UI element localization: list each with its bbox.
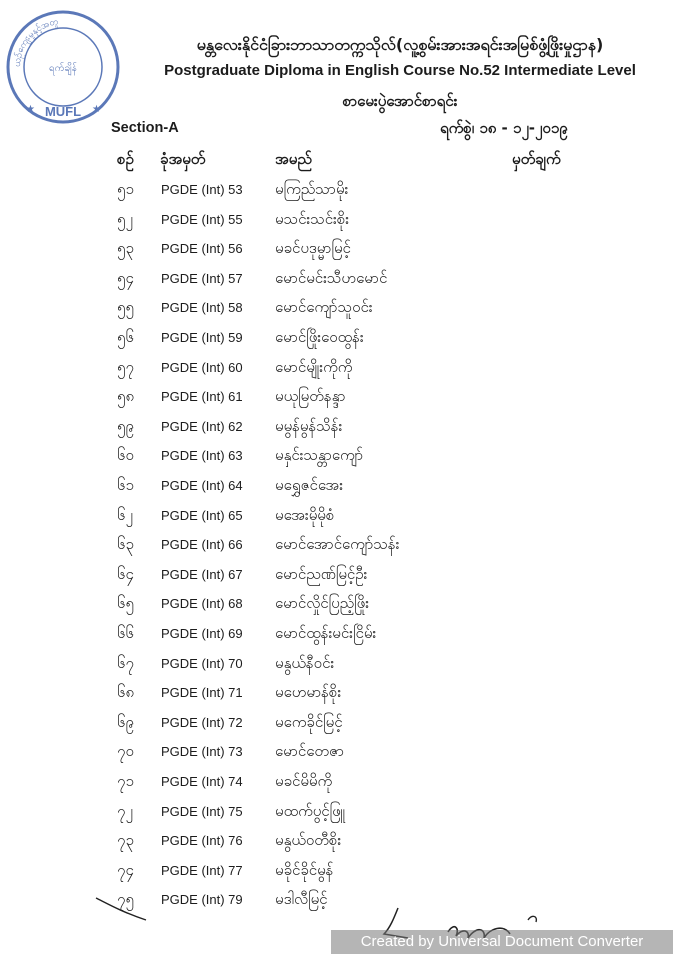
roll-number: PGDE (Int) 58 xyxy=(161,300,243,316)
column-header-name: အမည် xyxy=(275,150,312,168)
row-number: ၇၃ xyxy=(117,831,134,850)
row-number: ၅၉ xyxy=(117,416,134,435)
roll-number: PGDE (Int) 61 xyxy=(161,389,243,405)
table-row xyxy=(0,535,679,564)
roll-number: PGDE (Int) 55 xyxy=(161,211,243,227)
roll-number: PGDE (Int) 70 xyxy=(161,655,243,671)
section-label: Section-A xyxy=(111,120,179,136)
table-row xyxy=(0,239,679,268)
row-number: ၆၃ xyxy=(117,535,134,554)
seal-top-text: ယဉ်ကျေးမှုနှင့်အတူ xyxy=(12,17,60,68)
row-number: ၅၂ xyxy=(117,209,133,228)
roll-number: PGDE (Int) 77 xyxy=(161,862,243,878)
roll-number: PGDE (Int) 65 xyxy=(161,507,243,523)
student-name: မောင်မျိုးကိုကို xyxy=(275,357,353,376)
student-name: မောင်ထွန်းမင်းငြိမ်း xyxy=(275,624,377,642)
student-name: မောင်မင်းသီဟမောင် xyxy=(275,268,388,287)
row-number: ၇၂ xyxy=(117,801,133,820)
column-header-roll: ခုံအမှတ် xyxy=(160,150,206,168)
roll-number: PGDE (Int) 79 xyxy=(161,892,243,908)
table-row xyxy=(0,387,679,416)
roll-number: PGDE (Int) 71 xyxy=(161,685,243,701)
row-number: ၅၅ xyxy=(117,298,134,317)
table-row xyxy=(0,624,679,653)
student-name: မောင်လှိုင်ပြည့်ဖြိုး xyxy=(275,594,370,613)
table-row xyxy=(0,180,679,209)
table-row xyxy=(0,742,679,771)
table-row xyxy=(0,654,679,683)
row-number: ၆၄ xyxy=(117,564,134,583)
student-name: မနွယ်ဝတီစိုး xyxy=(275,831,342,850)
table-row xyxy=(0,683,679,712)
table-row xyxy=(0,476,679,505)
student-name: မခိုင်ခိုင်မွန် xyxy=(275,860,334,879)
roll-number: PGDE (Int) 66 xyxy=(161,537,243,553)
row-number: ၆၈ xyxy=(117,683,135,702)
row-number: ၇၅ xyxy=(117,890,134,909)
roll-number: PGDE (Int) 68 xyxy=(161,596,243,612)
student-name: မောင်အောင်ကျော်သန်း xyxy=(275,535,400,554)
seal-star-right-icon: ★ xyxy=(92,104,101,115)
watermark: Created by Universal Document Converter xyxy=(331,930,673,954)
student-name: မယုမြတ်နန္ဒာ xyxy=(275,387,346,406)
table-row xyxy=(0,772,679,801)
roll-number: PGDE (Int) 72 xyxy=(161,714,243,730)
table-row xyxy=(0,565,679,594)
table-row xyxy=(0,328,679,357)
table-row xyxy=(0,210,679,239)
seal-star-left-icon: ★ xyxy=(26,104,35,115)
row-number: ၆၀ xyxy=(117,446,134,465)
row-number: ၇၄ xyxy=(117,860,134,879)
table-row xyxy=(0,506,679,535)
student-name: မအေးမိုမိုစံ xyxy=(275,505,335,524)
roll-number: PGDE (Int) 75 xyxy=(161,803,243,819)
column-header-remarks: မှတ်ချက် xyxy=(512,150,561,168)
table-row xyxy=(0,713,679,742)
table-row xyxy=(0,802,679,831)
roll-number: PGDE (Int) 60 xyxy=(161,359,243,375)
row-number: ၆၂ xyxy=(117,505,133,524)
student-name: မောင်ညဏ်မြင့်ဦး xyxy=(275,564,368,583)
seal-center-text: ရက်ချိန် xyxy=(49,63,77,74)
row-number: ၆၆ xyxy=(117,624,134,642)
roll-number: PGDE (Int) 53 xyxy=(161,182,243,197)
table-row xyxy=(0,298,679,327)
roll-number: PGDE (Int) 57 xyxy=(161,270,243,286)
table-row xyxy=(0,358,679,387)
student-name: မခင်မိမိကို xyxy=(275,772,333,790)
student-name: မခင်ပဒုမ္မာမြင့် xyxy=(275,239,351,258)
row-number: ၅၁ xyxy=(117,180,134,198)
student-name: မမွန်မွန်သိန်း xyxy=(275,416,343,435)
row-number: ၆၅ xyxy=(117,594,134,613)
student-name: မောင်ဖြိုးဝေထွန်း xyxy=(275,328,364,346)
row-number: ၅၆ xyxy=(117,328,134,346)
student-name: မကြည်သာမိုး xyxy=(275,180,349,198)
roll-number: PGDE (Int) 64 xyxy=(161,478,243,493)
table-row xyxy=(0,831,679,860)
roll-number: PGDE (Int) 63 xyxy=(161,448,243,464)
roll-number: PGDE (Int) 59 xyxy=(161,330,243,345)
roll-number: PGDE (Int) 73 xyxy=(161,744,243,760)
table-row xyxy=(0,446,679,475)
document-title-myanmar: မန္တလေးနိုင်ငံခြားဘာသာတက္ကသိုလ်(လူ့စွမ်းအားအရင်းအမြစ်ဖွံ့ဖြိုးမှုဌာန) xyxy=(196,35,604,54)
document-subtitle: စာမေးပွဲအောင်စာရင်း xyxy=(342,92,458,110)
student-name: မနွယ်နီဝင်း xyxy=(275,653,335,672)
student-name: မောင်ကျော်သူဝင်း xyxy=(275,298,373,317)
roll-number: PGDE (Int) 69 xyxy=(161,626,243,641)
student-name: မနှင်းသန္တာကျော် xyxy=(275,446,364,465)
student-name: မရွှေဇင်အေး xyxy=(275,476,343,494)
roll-number: PGDE (Int) 67 xyxy=(161,566,243,582)
student-name: မဒါလီမြင့် xyxy=(275,890,328,909)
student-name: မကေခိုင်မြင့် xyxy=(275,712,343,731)
document-date: ရက်စွဲ၊ ၁၈ - ၁၂-၂၀၁၉ xyxy=(440,119,568,137)
roll-number: PGDE (Int) 74 xyxy=(161,774,243,789)
row-number: ၇၀ xyxy=(117,742,134,761)
remark-pen-stroke xyxy=(92,890,152,930)
university-seal xyxy=(4,8,122,126)
table-row xyxy=(0,417,679,446)
document-title-english: Postgraduate Diploma in English Course No.52 Intermediate Level xyxy=(164,62,636,79)
row-number: ၅၄ xyxy=(117,268,134,287)
row-number: ၅၈ xyxy=(117,387,135,406)
row-number: ၆၉ xyxy=(117,712,134,731)
row-number: ၅၃ xyxy=(117,239,134,258)
student-name: မသင်းသင်းစိုး xyxy=(275,209,350,228)
row-number: ၇၁ xyxy=(117,772,134,790)
roll-number: PGDE (Int) 62 xyxy=(161,418,243,434)
table-row xyxy=(0,269,679,298)
student-name: မောင်တေဇာ xyxy=(275,742,345,761)
seal-bottom-text: MUFL xyxy=(44,104,82,119)
student-name: မထက်ပွင့်ဖြူ xyxy=(275,801,346,820)
table-row xyxy=(0,594,679,623)
table-row xyxy=(0,861,679,890)
row-number: ၅၇ xyxy=(117,357,134,376)
column-header-no: စဉ် xyxy=(117,150,134,168)
row-number: ၆၇ xyxy=(117,653,134,672)
roll-number: PGDE (Int) 56 xyxy=(161,241,243,257)
roll-number: PGDE (Int) 76 xyxy=(161,833,243,849)
svg-text:ယဉ်ကျေးမှုနှင့်အတူ xyxy=(13,17,60,67)
student-name: မဟေမာန်စိုး xyxy=(275,683,342,702)
row-number: ၆၁ xyxy=(117,476,134,494)
